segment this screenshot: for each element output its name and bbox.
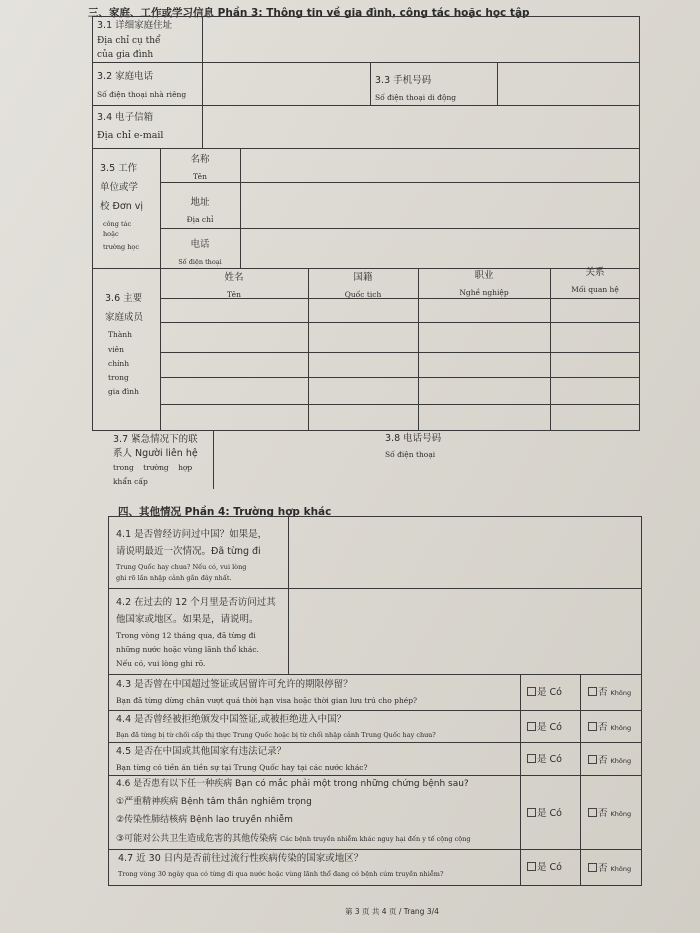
q36-label-vi-2: viên — [108, 345, 124, 354]
q44-label-zh: 4.4 是否曾经被拒绝颁发中国签证,或被拒绝进入中国？ — [116, 714, 347, 725]
q42-label-3: Trong vòng 12 tháng qua, đã từng đi — [116, 631, 256, 640]
q45-yes-option[interactable]: 是 Có — [527, 753, 562, 766]
q45-no-option[interactable]: 否 Không — [588, 754, 631, 767]
q46-item-1: ①严重精神疾病 Bệnh tâm thần nghiêm trọng — [116, 797, 312, 807]
q35-name-field[interactable] — [243, 150, 637, 180]
q35-address-label-vi: Địa chỉ — [186, 215, 214, 224]
q43-no-option[interactable]: 否 Không — [588, 686, 631, 699]
q34-label-zh: 3.4 电子信箱 — [97, 112, 154, 123]
q47-no-option[interactable]: 否 Không — [588, 862, 631, 875]
part4-title: 四、其他情况 Phần 4: Trường hợp khác — [118, 506, 332, 518]
q47-no-checkbox[interactable] — [588, 863, 597, 872]
q31-label-zh: 3.1 详细家庭住址 — [97, 20, 173, 31]
q36-label-vi-5: gia đình — [108, 387, 139, 396]
q35-label-zh-1: 3.5 工作 — [100, 163, 138, 174]
q36-header-name-vi: Tên — [227, 290, 241, 299]
q42-answer-field[interactable] — [291, 591, 639, 672]
q37-label-4: khẩn cấp — [113, 477, 148, 486]
q42-label-4: những nước hoặc vùng lãnh thổ khác. — [116, 645, 259, 654]
q43-label-vi: Bạn đã từng dừng chân vượt quá thời hạn visa hoặc thời gian lưu trú cho phép? — [116, 696, 418, 705]
q35-phone-field[interactable] — [243, 230, 637, 266]
q36-header-name-zh: 姓名 — [224, 272, 244, 283]
q42-label-1: 4.2 在过去的 12 个月里是否访问过其 — [116, 597, 276, 608]
part3-title: 三、家庭、工作或学习信息 Phần 3: Thông tin về gia đình, công tác hoặc học tập — [88, 7, 530, 19]
q44-no-checkbox[interactable] — [588, 722, 597, 731]
q31-label-vi-2: của gia đình — [97, 50, 154, 60]
q36-label-vi-1: Thành — [108, 330, 132, 339]
q45-no-checkbox[interactable] — [588, 755, 597, 764]
q44-no-option[interactable]: 否 Không — [588, 721, 631, 734]
q35-label-vi-3: trường học — [103, 243, 139, 251]
q35-phone-label-vi: Số điện thoại — [178, 258, 222, 266]
q43-yes-option[interactable]: 是 Có — [527, 686, 562, 699]
q35-label-zh-3: 校 Đơn vị — [100, 201, 143, 212]
q32-label-zh: 3.2 家庭电话 — [97, 71, 154, 82]
q46-yes-checkbox[interactable] — [527, 808, 536, 817]
q36-header-relation-zh: 关系 — [585, 267, 605, 278]
q45-label-zh: 4.5 是否在中国或其他国家有违法记录？ — [116, 746, 287, 757]
q41-answer-field[interactable] — [291, 519, 639, 586]
q41-label-2: 请说明最近一次情况。Đã từng đi — [116, 546, 261, 557]
q45-yes-checkbox[interactable] — [527, 754, 536, 763]
q44-yes-option[interactable]: 是 Có — [527, 721, 562, 734]
q37-label-2: 系人 Người liên hệ — [113, 448, 198, 459]
q36-label-zh-2: 家庭成员 — [105, 312, 144, 323]
q43-label-zh: 4.3 是否曾在中国超过签证或居留许可允许的期限停留？ — [116, 679, 353, 690]
q46-no-checkbox[interactable] — [588, 808, 597, 817]
q45-label-vi: Bạn từng có tiền án tiền sự tại Trung Quốc hay tại các nước khác? — [116, 763, 368, 772]
q46-item-3: ③可能对公共卫生造成危害的其他传染病 Các bệnh truyền nhiễm khác nguy hại đến y tế cộng cộng — [116, 834, 471, 844]
q46-item-2: ②传染性肺结核病 Bệnh lao truyền nhiễm — [116, 815, 293, 825]
q35-phone-label-zh: 电话 — [190, 239, 210, 250]
q35-label-vi-1: công tác — [103, 220, 132, 228]
page-number: 第 3 页 共 4 页 / Trang 3/4 — [345, 907, 439, 916]
q44-label-vi: Bạn đã từng bị từ chối cấp thị thực Trung Quốc hoặc bị từ chối nhập cảnh Trung Quốc hay chưa? — [116, 731, 436, 739]
q42-label-2: 他国家或地区。如果是，请说明。 — [116, 614, 259, 625]
q36-header-occupation-zh: 职业 — [474, 270, 494, 281]
q37-label-3: trong trường hợp — [113, 463, 193, 472]
q36-header-relation-vi: Mối quan hệ — [571, 285, 619, 294]
q47-label-zh: 4.7 近 30 日内是否前往过流行性疾病传染的国家或地区？ — [118, 853, 364, 864]
q43-yes-checkbox[interactable] — [527, 687, 536, 696]
q34-label-vi: Địa chỉ e-mail — [97, 130, 164, 141]
q35-name-label-vi: Tên — [193, 172, 207, 181]
q36-header-occupation-vi: Nghề nghiệp — [459, 288, 509, 297]
q33-mobile-field[interactable] — [500, 64, 637, 103]
q33-label-vi: Số điện thoại di động — [375, 93, 457, 102]
q35-name-label-zh: 名称 — [190, 154, 210, 165]
q35-address-label-zh: 地址 — [190, 197, 210, 208]
q44-yes-checkbox[interactable] — [527, 722, 536, 731]
q36-label-vi-3: chính — [108, 359, 130, 368]
q35-label-vi-2: hoặc — [103, 230, 119, 238]
q46-no-option[interactable]: 否 Không — [588, 807, 631, 820]
q35-address-field[interactable] — [243, 184, 637, 226]
q47-yes-option[interactable]: 是 Có — [527, 861, 562, 874]
q41-label-4: ghi rõ lần nhập cảnh gần đây nhất. — [116, 574, 232, 582]
q31-label-vi-1: Địa chỉ cụ thể — [97, 36, 161, 46]
q46-yes-option[interactable]: 是 Có — [527, 807, 562, 820]
q31-address-field[interactable] — [205, 18, 637, 60]
q47-label-vi: Trong vòng 30 ngày qua có từng đi qua nước hoặc vùng lãnh thổ đang có bệnh cúm truyền nhiễm? — [118, 870, 444, 878]
q37-label-1: 3.7 紧急情况下的联 — [113, 434, 198, 445]
q36-header-nationality-vi: Quốc tịch — [344, 290, 382, 299]
q41-label-3: Trung Quốc hay chưa? Nếu có, vui lòng — [116, 563, 247, 571]
q43-no-checkbox[interactable] — [588, 687, 597, 696]
q37-contact-field[interactable] — [216, 433, 378, 487]
q33-label-zh: 3.3 手机号码 — [375, 75, 432, 86]
q32-home-phone-field[interactable] — [205, 64, 367, 103]
q36-label-zh-1: 3.6 主要 — [105, 293, 143, 304]
q42-label-5: Nếu có, vui lòng ghi rõ. — [116, 659, 206, 668]
q36-header-nationality-zh: 国籍 — [353, 272, 373, 283]
q36-label-vi-4: trong — [108, 373, 129, 382]
q35-label-zh-2: 单位或学 — [100, 182, 139, 193]
q38-label-zh: 3.8 电话号码 — [385, 433, 442, 444]
q41-label-1: 4.1 是否曾经访问过中国？如果是， — [116, 529, 268, 540]
q38-label-vi: Số điện thoại — [385, 450, 436, 459]
q32-label-vi: Số điện thoại nhà riêng — [97, 90, 187, 99]
q47-yes-checkbox[interactable] — [527, 862, 536, 871]
q34-email-field[interactable] — [205, 107, 637, 146]
q46-label: 4.6 是否患有以下任一种疾病 Bạn có mắc phải một trong những chứng bệnh sau? — [116, 779, 469, 789]
